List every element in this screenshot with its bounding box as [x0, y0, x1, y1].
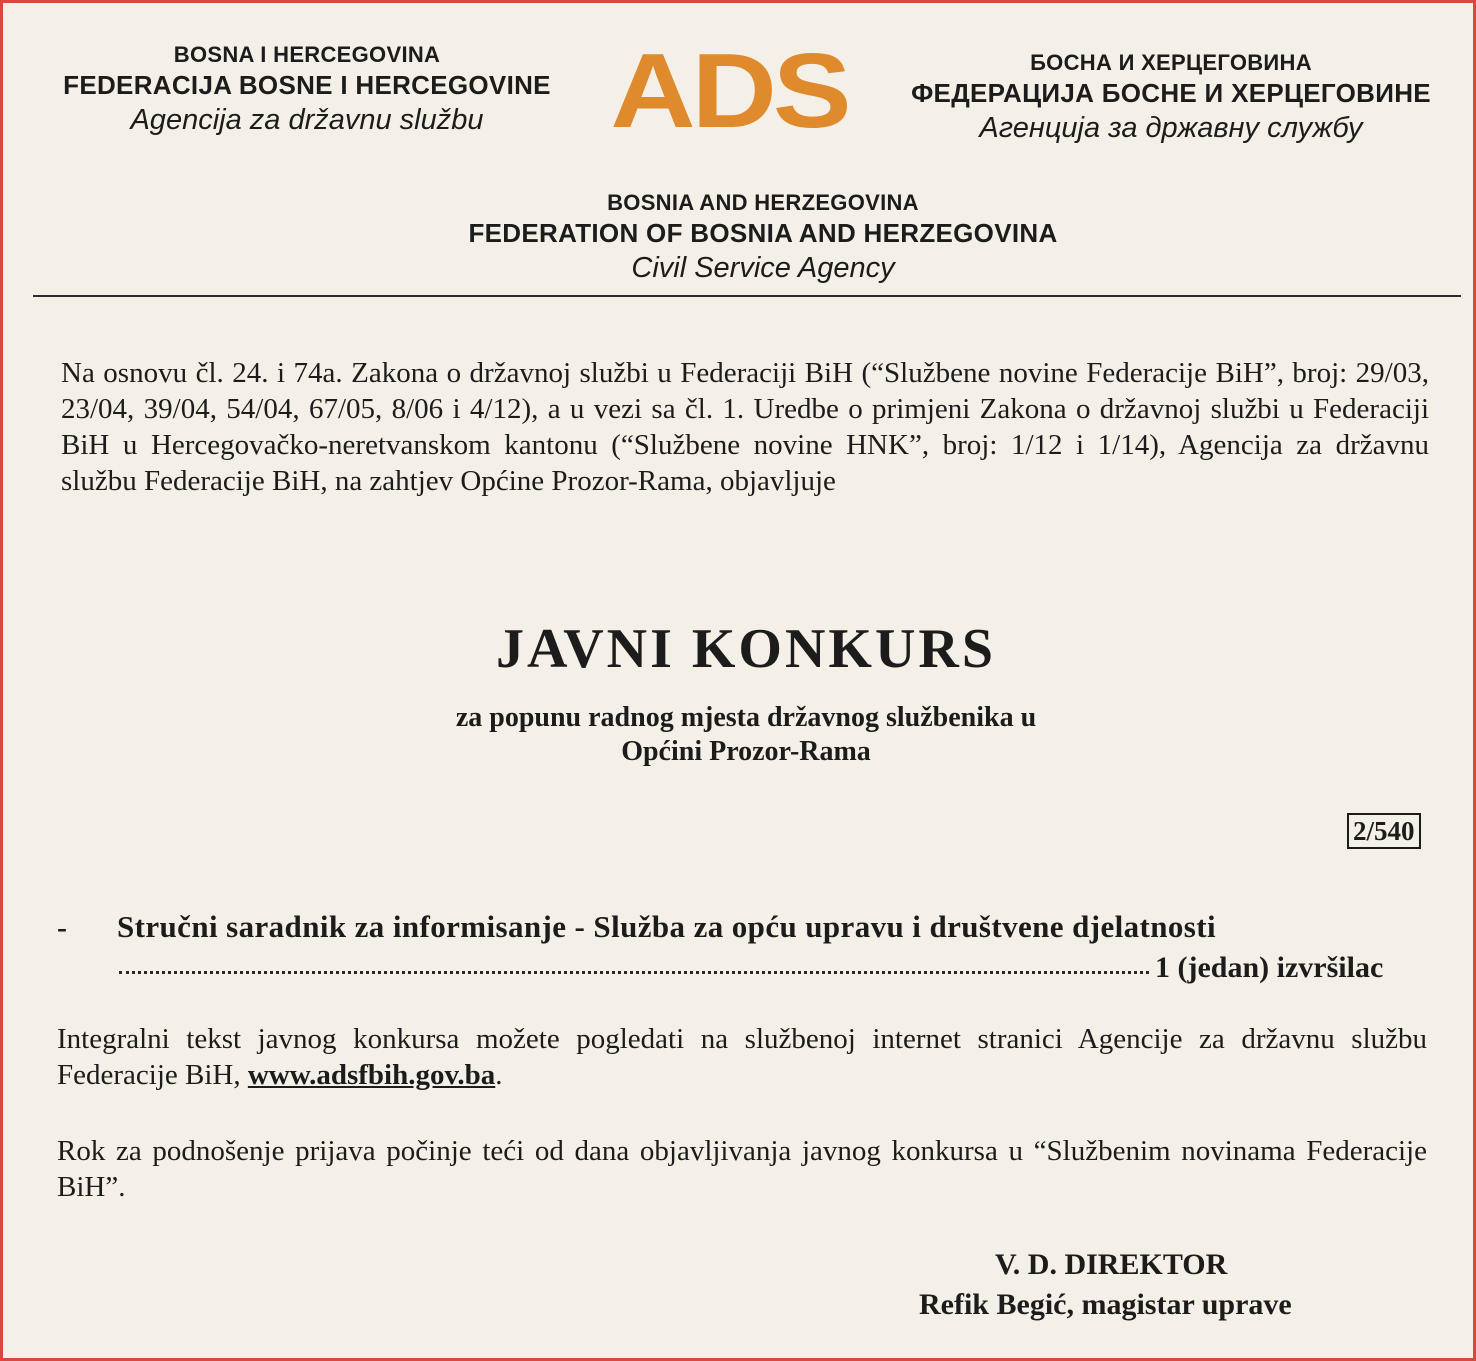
position-title: Stručni saradnik za informisanje - Služba za opću upravu i društvene djelatnosti [117, 909, 1217, 944]
header-center [403, 189, 1123, 287]
header-left-federation: FEDERACIJA BOSNE I HERCEGOVINE [63, 70, 551, 100]
header-right-agency: Агенција за државну службу [979, 112, 1363, 144]
intro-paragraph: Na osnovu čl. 24. i 74a. Zakona o državnoj službi u Federaciji BiH (“Službene novine Federacije BiH”, broj: 29/03, 23/04, 39/04, 54/04, 67/05, 8/06 i 4/12), a u vezi sa čl. 1. Uredbe o primjeni Zakona o državnoj službi u Federaciji BiH u Hercegovačko-neretvanskom kantonu (“Službene novine HNK”, broj: 1/12 i 1/14), Agencija za državnu službu Federacije BiH, na zahtjev Općine Prozor-Rama, objavljuje [61, 357, 1429, 497]
ads-logo: ADS [610, 31, 848, 151]
paragraph-deadline: Rok za podnošenje prijava počinje teći od dana objavljivanja javnog konkursa u “Službenim novinama Federacije BiH”. [57, 1135, 1427, 1203]
header-left-country: BOSNA I HERCEGOVINA [173, 42, 441, 67]
reference-code-badge: 2/540 [1347, 813, 1421, 849]
header-left-agency: Agencija za državnu službu [130, 104, 484, 136]
header-right-country: БОСНА И ХЕРЦЕГОВИНА [1030, 50, 1312, 75]
paragraph-website [57, 1021, 1427, 1093]
subtitle-line-2: Općini Prozor-Rama [621, 736, 871, 767]
paragraph-website-text: Integralni tekst javnog konkursa možete pogledati na službenoj internet stranici Agencije za državnu službu Federacije BiH, [57, 1023, 1427, 1091]
header-center-agency: Civil Service Agency [631, 252, 895, 284]
page-title: JAVNI KONKURS [495, 618, 997, 680]
agency-website-link[interactable]: www.adsfbih.gov.ba [247, 1059, 496, 1091]
header-left [33, 41, 581, 139]
subtitle-line-1: za popunu radnog mjesta državnog službenika u [455, 702, 1037, 733]
signature-name: Refik Begić, magistar uprave [919, 1288, 1292, 1321]
header-divider [33, 295, 1461, 297]
header-center-federation: FEDERATION OF BOSNIA AND HERZEGOVINA [468, 218, 1058, 248]
paragraph-website-end: . [495, 1059, 503, 1091]
position-bullet: - [57, 911, 67, 944]
header-center-country: BOSNIA AND HERZEGOVINA [607, 190, 919, 215]
signature-role: V. D. DIREKTOR [995, 1248, 1228, 1281]
header-right-federation: ФЕДЕРАЦИЈА БОСНЕ И ХЕРЦЕГОВИНЕ [911, 78, 1431, 108]
subtitle [3, 701, 1476, 769]
dot-leader [119, 971, 1149, 974]
header-right [881, 49, 1461, 147]
position-count: 1 (jedan) izvršilac [1155, 951, 1384, 984]
